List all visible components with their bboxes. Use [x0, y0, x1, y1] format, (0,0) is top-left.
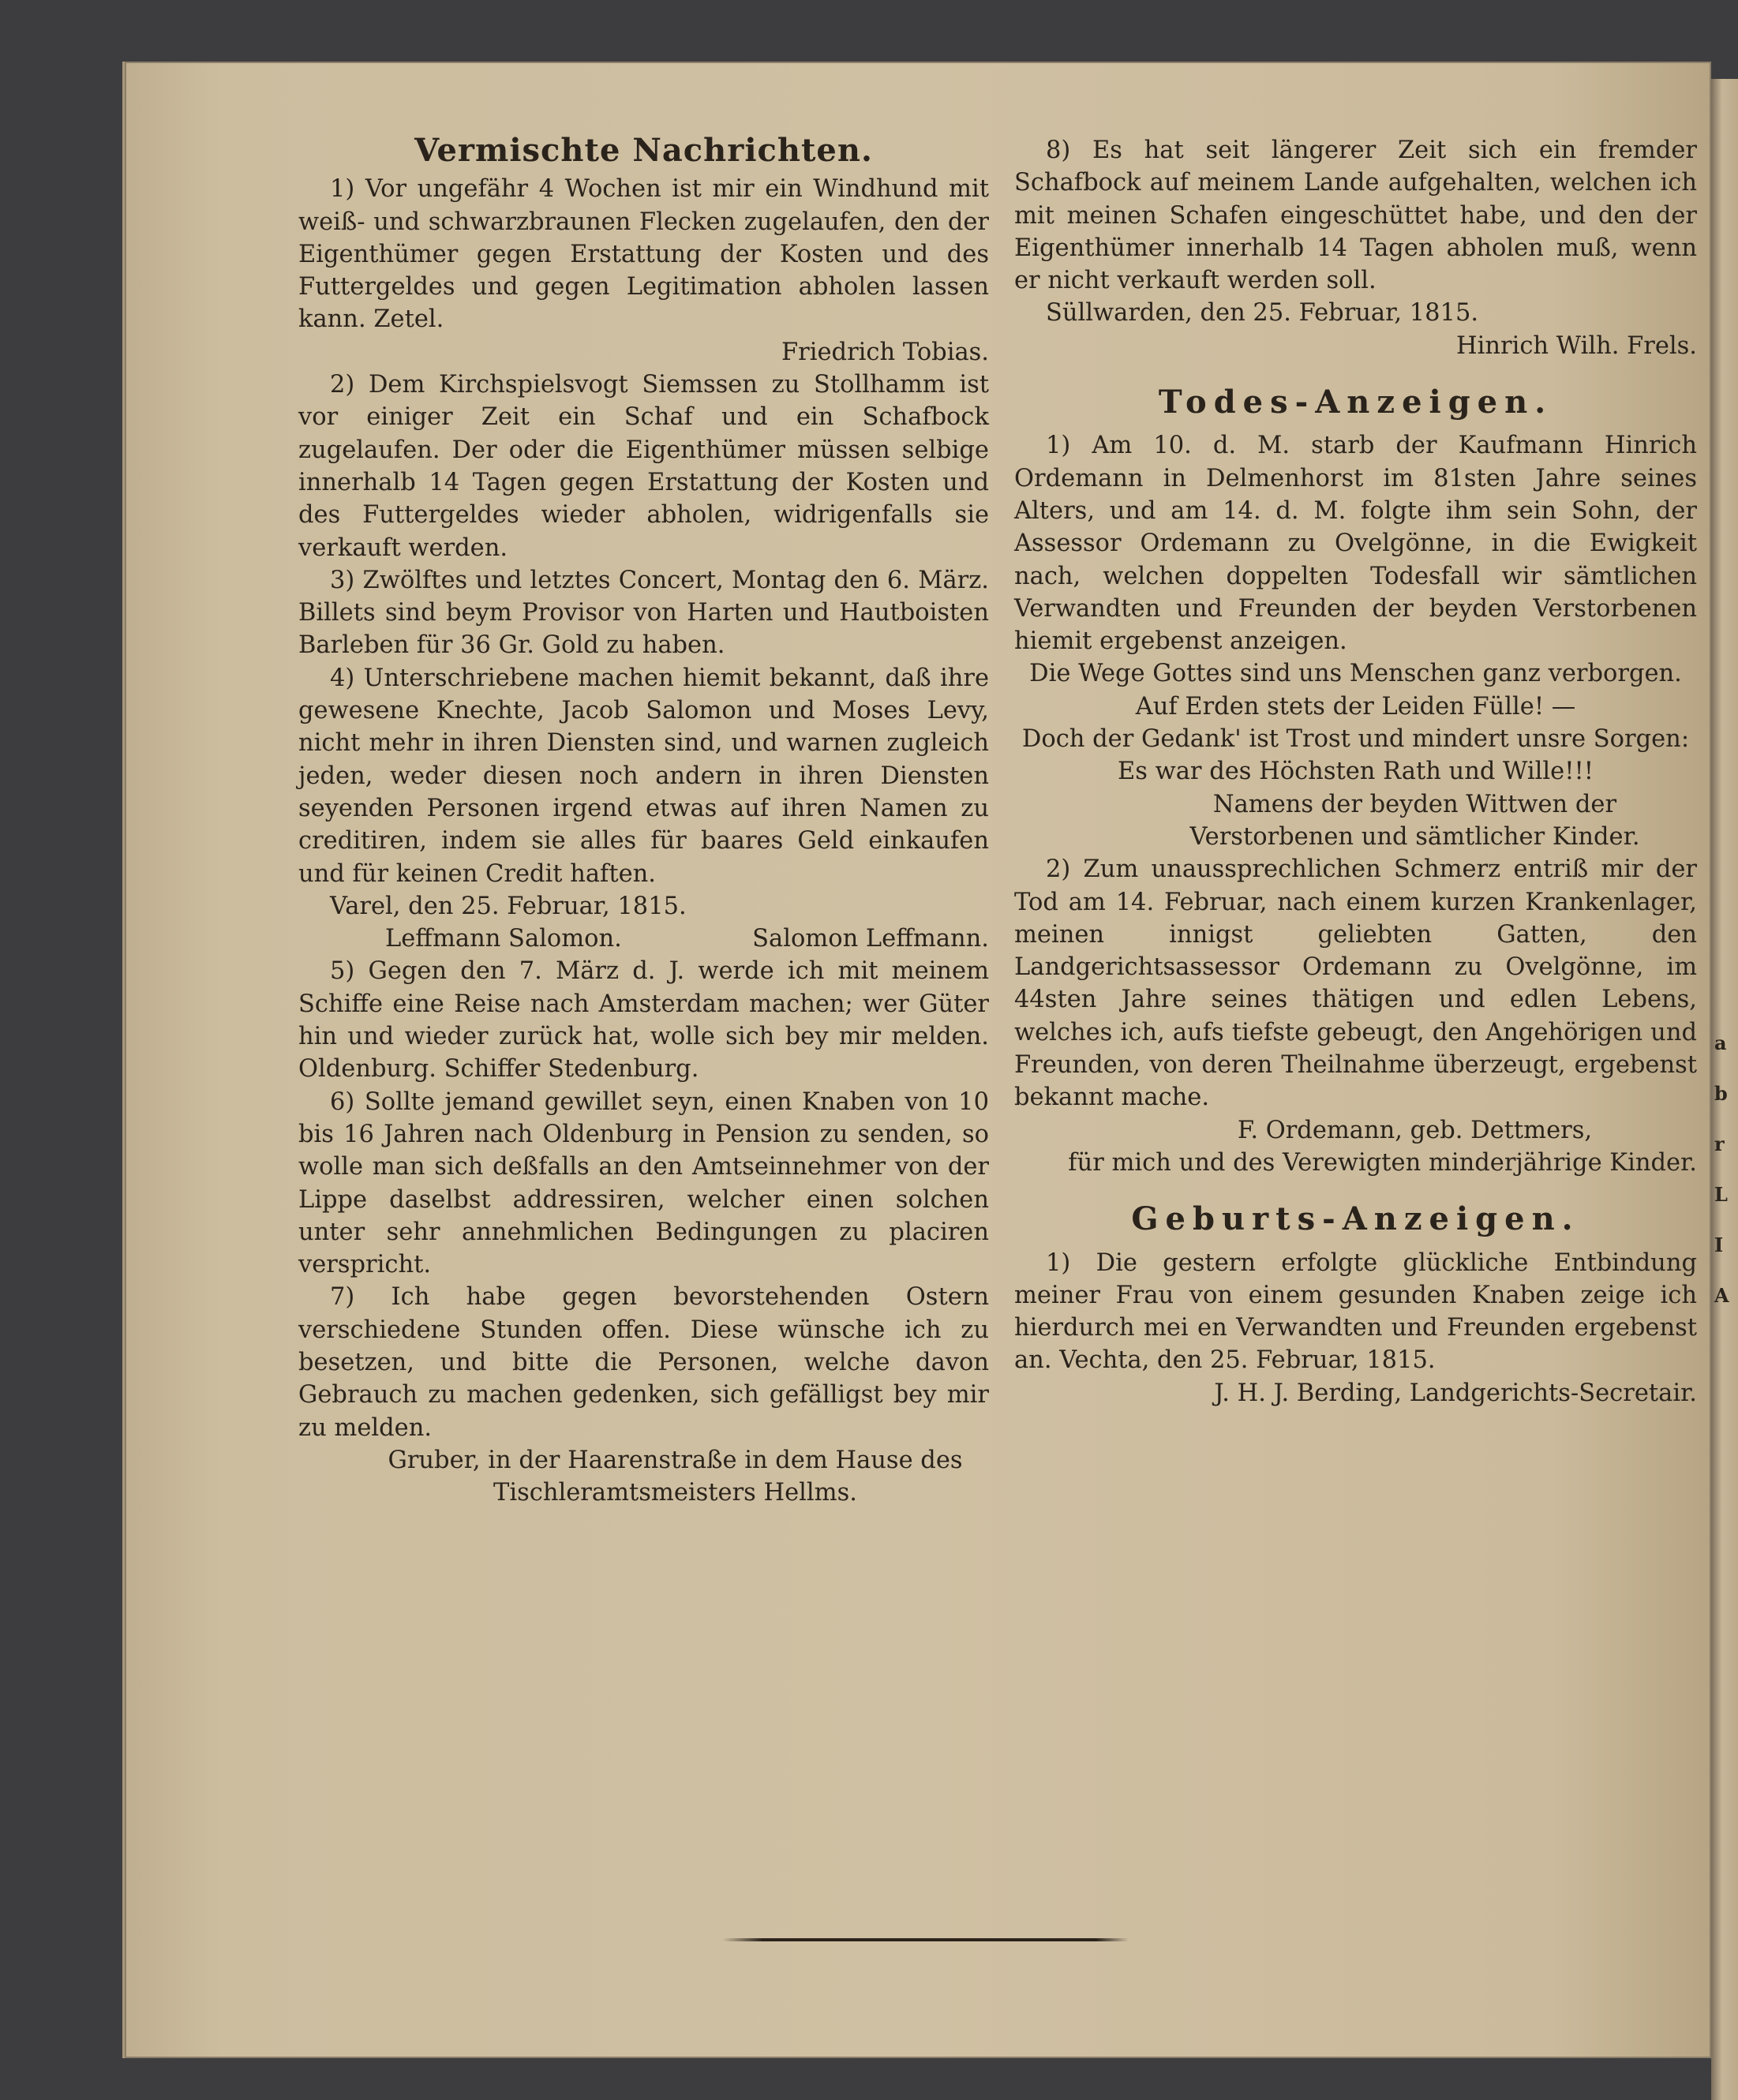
signature-a: Leffmann Salomon. [385, 925, 622, 953]
heading-geburts: Geburts-Anzeigen. [1131, 1200, 1580, 1238]
notice-8: 8) Es hat seit längerer Zeit sich ein fremder Schafbock auf meinem Lande aufgehalten, welchen ich mit meinen Schafen eingeschüttet habe, und den der Eigenthümer innerhalb 14 Tagen abholen muß, wenn er nicht verkauft werden soll. [1014, 137, 1697, 295]
verse-line-4: Es war des Höchsten Rath und Wille!!! [1118, 758, 1594, 786]
death-notice-1: 1) Am 10. d. M. starb der Kaufmann Hinrich Ordemann in Delmenhorst im 81sten Jahre seines Alters, und am 14. d. M. folgte ihm sein Sohn, der Assessor Ordemann zu Ovelgönne, in die Ewigkeit nach, welchen doppelten Todesfall wir sämtlichen Verwandten und Freunden der beyden Verstorbenen hiemit ergebenst anzeigen. [1014, 432, 1697, 656]
right-column [1014, 134, 1697, 1409]
notice-8-signature: Hinrich Wilh. Frels. [1456, 331, 1697, 360]
notice-8-place: Süllwarden, den 25. Februar, 1815. [1046, 299, 1479, 328]
signature-b: Salomon Leffmann. [752, 925, 989, 953]
heading-vermischte: Vermischte Nachrichten. [414, 132, 873, 169]
notice-1-signature: Friedrich Tobias. [781, 338, 989, 366]
verse-line-2: Auf Erden stets der Leiden Fülle! — [1135, 692, 1576, 721]
birth-notice-1: 1) Die gestern erfolgte glückliche Entbindung meiner Frau von einem gesunden Knaben zeige ich hierdurch mei en Verwandten und Freunden ergebenst an. Vechta, den 25. Februar, 1815. [1014, 1248, 1697, 1375]
notice-6: 6) Sollte jemand gewillet seyn, einen Knaben von 10 bis 16 Jahren nach Oldenburg in Pension zu senden, so wolle man sich deßfalls an den Amtseinnehmer von der Lippe daselbst addressiren, welcher einen solchen unter sehr annehmlichen Bedingungen zu placiren verspricht. [298, 1087, 989, 1279]
notice-4-place: Varel, den 25. Februar, 1815. [330, 892, 687, 920]
notice-7-signature: Gruber, in der Haarenstraße in dem Hause des Tischleramtsmeisters Hellms. [388, 1446, 963, 1507]
notice-4: 4) Unterschriebene machen hiemit bekannt, daß ihre gewesene Knechte, Jacob Salomon und Moses Levy, nicht mehr in ihren Diensten sind, und warnen zugleich jeden, weder diesen noch andern in ihren Diensten seyenden Personen irgend etwas auf ihren Namen zu creditiren, indem sie alles für baares Geld einkaufen und für keinen Credit haften. [298, 664, 989, 888]
margin-letters: a b r L I A [1714, 1031, 1729, 1307]
notice-7: 7) Ich habe gegen bevorstehenden Ostern verschiedene Stunden offen. Diese wünsche ich zu besetzen, und bitte die Personen, welche davon Gebrauch zu machen gedenken, sich gefälligst bey mir zu melden. [298, 1283, 989, 1442]
death-notice-1-signature: Namens der beyden Wittwen der Verstorbenen und sämtlicher Kinder. [1189, 790, 1640, 851]
death-notice-2: 2) Zum unaussprechlichen Schmerz entriß mir der Tod am 14. Februar, nach einem kurzen Krankenlager, meinen innigst geliebten Gatten, den Landgerichtsassessor Ordemann zu Ovelgönne, im 44sten Jahre seines thätigen und edlen Lebens, welches ich, aufs tiefste gebeugt, den Angehörigen und Freunden, von deren Theilnahme überzeugt, ergebenst bekannt mache. [1014, 855, 1697, 1112]
verse-line-1: Die Wege Gottes sind uns Menschen ganz verborgen. [1029, 660, 1682, 688]
notice-2: 2) Dem Kirchspielsvogt Siemssen zu Stollhamm ist vor einiger Zeit ein Schaf und ein Schafbock zugelaufen. Der oder die Eigenthümer müssen selbige innerhalb 14 Tagen gegen Erstattung der Kosten und des Futtergeldes wieder abholen, widrigenfalls sie verkauft werden. [298, 371, 989, 562]
notice-1: 1) Vor ungefähr 4 Wochen ist mir ein Windhund mit weiß- und schwarzbraunen Flecken zugelaufen, den der Eigenthümer gegen Erstattung der Kosten und des Futtergeldes und gegen Legitimation abholen lassen kann. Zetel. [298, 175, 989, 334]
notice-5: 5) Gegen den 7. März d. J. werde ich mit meinem Schiffe eine Reise nach Amsterdam machen; wer Güter hin und wieder zurück hat, wolle sich bey mir melden. Oldenburg. Schiffer Stedenburg. [298, 957, 989, 1084]
notice-3: 3) Zwölftes und letztes Concert, Montag den 6. März. Billets sind beym Provisor von Harten und Hautboisten Barleben für 36 Gr. Gold zu haben. [298, 566, 989, 660]
end-rule [722, 1938, 1129, 1941]
notice-4-signatures [298, 923, 989, 955]
death-notice-2-signature-line2: für mich und des Verewigten minderjährige Kinder. [1068, 1148, 1697, 1177]
verse-line-3: Doch der Gedank' ist Trost und mindert unsre Sorgen: [1021, 725, 1690, 754]
death-notice-2-signature: F. Ordemann, geb. Dettmers, [1237, 1116, 1593, 1144]
birth-notice-1-signature: J. H. J. Berding, Landgerichts-Secretair. [1214, 1379, 1697, 1407]
heading-todes: Todes-Anzeigen. [1158, 384, 1553, 421]
left-column [298, 134, 989, 1509]
